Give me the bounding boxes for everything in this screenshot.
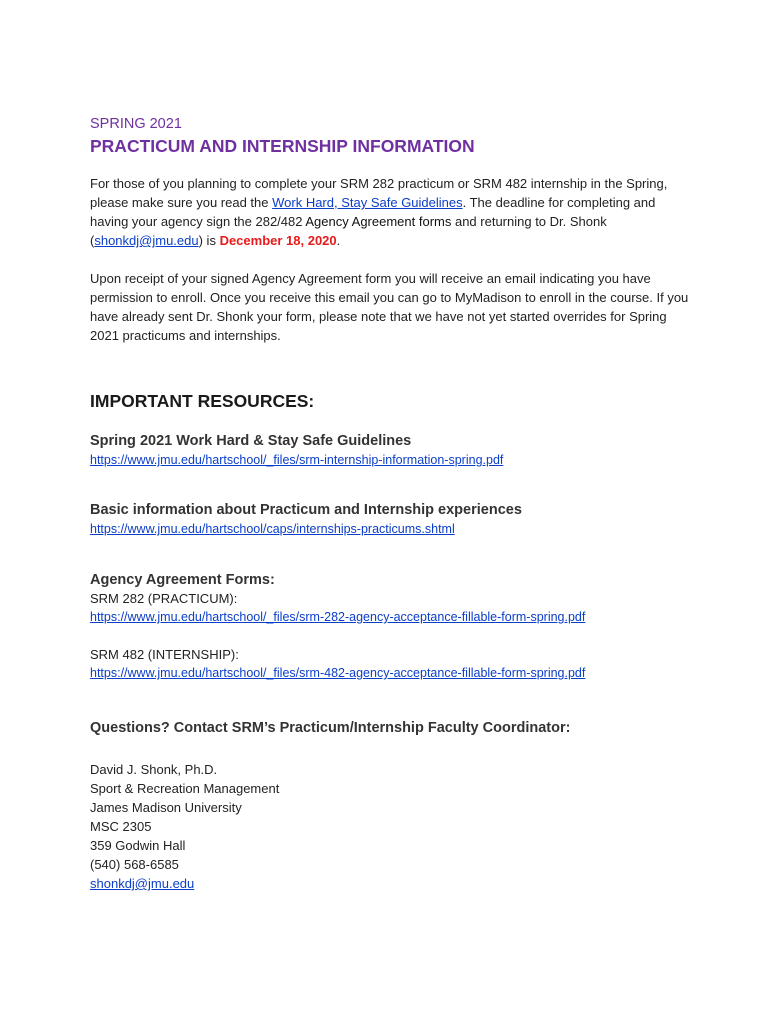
contact-email-link[interactable]: shonkdj@jmu.edu [90, 876, 195, 891]
contact-office: 359 Godwin Hall [90, 838, 186, 853]
agency-forms-resource [90, 570, 690, 682]
srm482-label: SRM 482 (INTERNSHIP): [90, 647, 239, 662]
contact-name: David J. Shonk, Ph.D. [90, 762, 218, 777]
guidelines-heading: Spring 2021 Work Hard & Stay Safe Guidelines [90, 433, 412, 449]
contact-heading: Questions? Contact SRM’s Practicum/Internship Faculty Coordinator: [90, 720, 571, 736]
guidelines-resource [90, 431, 690, 469]
contact-university: James Madison University [90, 800, 242, 815]
agency-forms-heading: Agency Agreement Forms: [90, 572, 275, 588]
guidelines-link[interactable]: Work Hard, Stay Safe Guidelines [272, 195, 463, 210]
basic-info-heading: Basic information about Practicum and Internship experiences [90, 502, 522, 518]
email-link[interactable]: shonkdj@jmu.edu [94, 233, 199, 248]
contact-block [90, 760, 690, 893]
semester-label: SPRING 2021 [90, 116, 182, 132]
srm482-form-link[interactable]: https://www.jmu.edu/hartschool/_files/srm-482-agency-acceptance-fillable-form-spring.pdf [90, 666, 586, 680]
deadline-date: December 18, 2020 [219, 233, 337, 248]
guidelines-url-link[interactable]: https://www.jmu.edu/hartschool/_files/srm-internship-information-spring.pdf [90, 453, 504, 467]
basic-info-resource [90, 500, 690, 538]
contact-phone: (540) 568-6585 [90, 857, 179, 872]
page-title: PRACTICUM AND INTERNSHIP INFORMATION [90, 136, 475, 156]
agency-forms-text: Agency Agreement forms [305, 214, 452, 229]
contact-msc: MSC 2305 [90, 819, 152, 834]
contact-department: Sport & Recreation Management [90, 781, 280, 796]
srm282-label: SRM 282 (PRACTICUM): [90, 591, 238, 606]
document-page [90, 114, 690, 893]
intro-paragraph: For those of you planning to complete your SRM 282 practicum or SRM 482 internship in the Spring, please make sure you read the Work Hard, Stay Safe Guidelines. The deadline for completing and having your agency sign the 282/482 Agency Agreement forms and returning to Dr. Shonk (shonkdj@jmu.edu) is December 18, 2020. [90, 176, 668, 248]
basic-info-url-link[interactable]: https://www.jmu.edu/hartschool/caps/internships-practicums.shtml [90, 522, 455, 536]
receipt-paragraph: Upon receipt of your signed Agency Agreement form you will receive an email indicating you have permission to enroll. Once you receive this email you can go to MyMadison to enroll in the course. If you have already sent Dr. Shonk your form, please note that we have not yet started overrides for Spring 2021 practicums and internships. [90, 271, 689, 343]
resources-heading: IMPORTANT RESOURCES: [90, 391, 315, 411]
srm282-form-link[interactable]: https://www.jmu.edu/hartschool/_files/srm-282-agency-acceptance-fillable-form-spring.pdf [90, 610, 586, 624]
